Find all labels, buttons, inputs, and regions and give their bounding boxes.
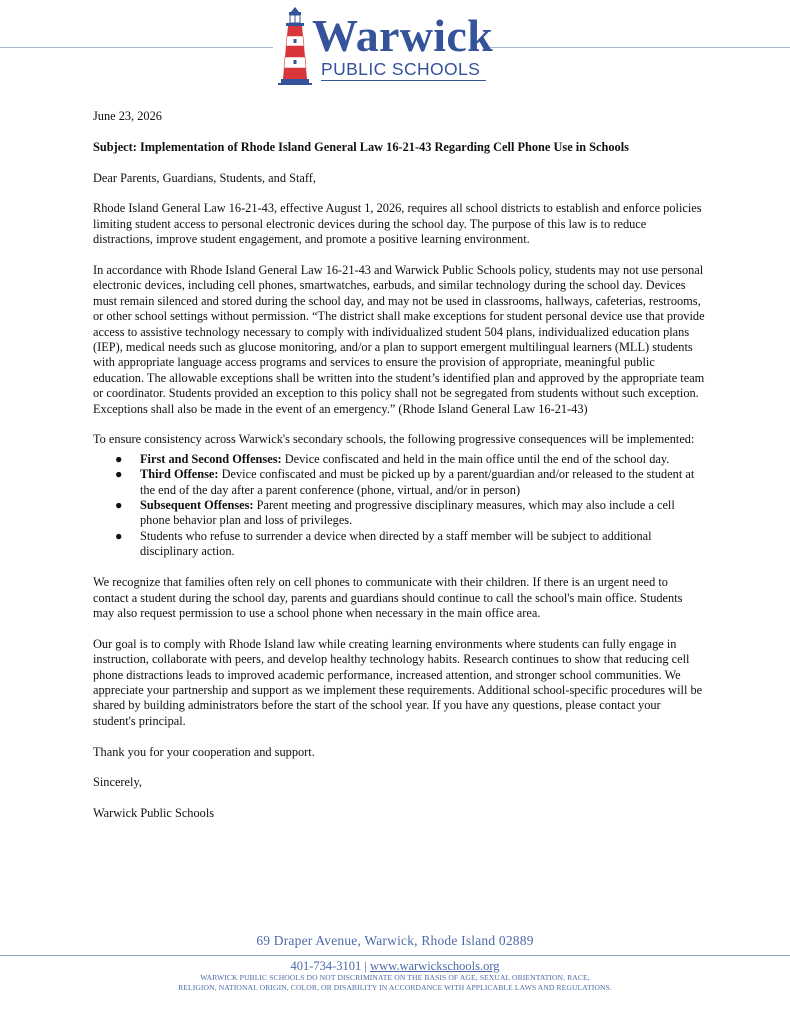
letter-thanks: Thank you for your cooperation and support. <box>93 744 315 759</box>
paragraph-law-overview: Rhode Island General Law 16-21-43, effective August 1, 2026, requires all school districts to establish and enforce policies limiting student access to personal electronic devices during the school day. The purpose of this law is to reduce distractions, improve student engagement, and promote a positive learning environment. <box>93 201 702 247</box>
list-item <box>115 451 705 467</box>
lighthouse-logo-icon <box>278 6 312 88</box>
list-item-label: Third Offense: <box>140 467 219 482</box>
letter-subject: Subject: Implementation of Rhode Island General Law 16-21-43 Regarding Cell Phone Use in Schools <box>93 139 629 154</box>
website-link[interactable]: www.warwickschools.org <box>370 959 500 973</box>
bullet-icon: ● <box>115 451 123 466</box>
list-item-label: First and Second Offenses: <box>140 451 282 466</box>
bullet-icon: ● <box>115 467 123 482</box>
footer-contact <box>0 959 790 974</box>
logo-wordmark: Warwick <box>312 10 493 61</box>
footer-address: 69 Draper Avenue, Warwick, Rhode Island 02889 <box>256 933 534 948</box>
list-item <box>115 528 705 560</box>
letter-signature: Warwick Public Schools <box>93 806 215 821</box>
header-rule-left <box>0 47 273 48</box>
list-item-text: Parent meeting and progressive disciplinary measures, which may also include a cell phone behavior plan and loss of privileges. <box>140 498 675 528</box>
list-item <box>115 498 705 529</box>
paragraph-policy: In accordance with Rhode Island General Law 16-21-43 and Warwick Public Schools policy, students may not use personal electronic devices, including cell phones, smartwatches, earbuds, and similar technology during the school day. Devices must remain silenced and stored during the school day, and may not be used in classrooms, hallways, cafeterias, restrooms, or other school settings without permission. “The district shall make exceptions for student personal device use that provide access to assistive technology necessary to comply with individualized student 504 plans, individualized education plans (IEP), medical needs such as glucose monitoring, and/or a plan to support emergent multilingual learners (MLL) students with appropriate language access programs and services to ensure the provision of appropriate, meaningful public education. The allowable exceptions shall be written into the student’s identified plan and approved by the appropriate team or coordinator. Students provided an exception to this policy shall not be segregated from students without such exception. Exceptions shall also be made in the event of an emergency.” (Rhode Island General Law 16-21-43) <box>93 263 705 416</box>
list-item-text: Device confiscated and must be picked up by a parent/guardian and/or released to the student at the end of the day after a parent conference (phone, virtual, and/or in person) <box>140 467 695 497</box>
letter-salutation: Dear Parents, Guardians, Students, and Staff, <box>93 170 316 185</box>
footer-separator: | <box>361 959 371 973</box>
consequences-list <box>93 452 705 560</box>
bullet-icon: ● <box>115 528 123 543</box>
disclaimer-line: WARWICK PUBLIC SCHOOLS DO NOT DISCRIMINATE ON THE BASIS OF AGE, SEXUAL ORIENTATION, RACE, <box>200 973 590 982</box>
letter-closing: Sincerely, <box>93 775 142 790</box>
list-item <box>115 467 705 498</box>
header-rule-right <box>488 47 790 48</box>
paragraph-goal: Our goal is to comply with Rhode Island law while creating learning environments where students can fully engage in instruction, collaborate with peers, and develop healthy technology habits. Research continues to show that reducing cell phone distractions leads to improved academic performance, increased attention, and stronger school communities. We appreciate your partnership and support as we implement these requirements. Additional school-specific procedures will be shared by building administrators before the start of the school year. If you have any questions, please contact your student's principal. <box>93 636 703 728</box>
disclaimer-line: RELIGION, NATIONAL ORIGIN, COLOR, OR DISABILITY IN ACCORDANCE WITH APPLICABLE LAWS AND REGULATIONS. <box>178 983 612 992</box>
footer-rule <box>0 955 790 956</box>
paragraph-consequences-intro: To ensure consistency across Warwick's secondary schools, the following progressive consequences will be implemented: <box>93 432 695 447</box>
list-item-text: Students who refuse to surrender a device when directed by a staff member will be subject to additional disciplinary action. <box>140 528 652 559</box>
list-item-text: Device confiscated and held in the main office until the end of the school day. <box>281 451 670 466</box>
footer-disclaimer <box>0 973 790 993</box>
letter-body <box>93 109 705 837</box>
bullet-icon: ● <box>115 498 123 513</box>
letter-date: June 23, 2026 <box>93 109 162 123</box>
logo-subtitle: PUBLIC SCHOOLS <box>321 59 481 79</box>
logo-underline <box>321 80 486 81</box>
paragraph-family-contact: We recognize that families often rely on cell phones to communicate with their children. If there is an urgent need to contact a student during the school day, parents and guardians should continue to call the school's main office. Students may also request permission to use a school phone when necessary in the main office area. <box>93 575 683 620</box>
footer-phone: 401-734-3101 <box>290 959 362 973</box>
list-item-label: Subsequent Offenses: <box>140 498 254 513</box>
